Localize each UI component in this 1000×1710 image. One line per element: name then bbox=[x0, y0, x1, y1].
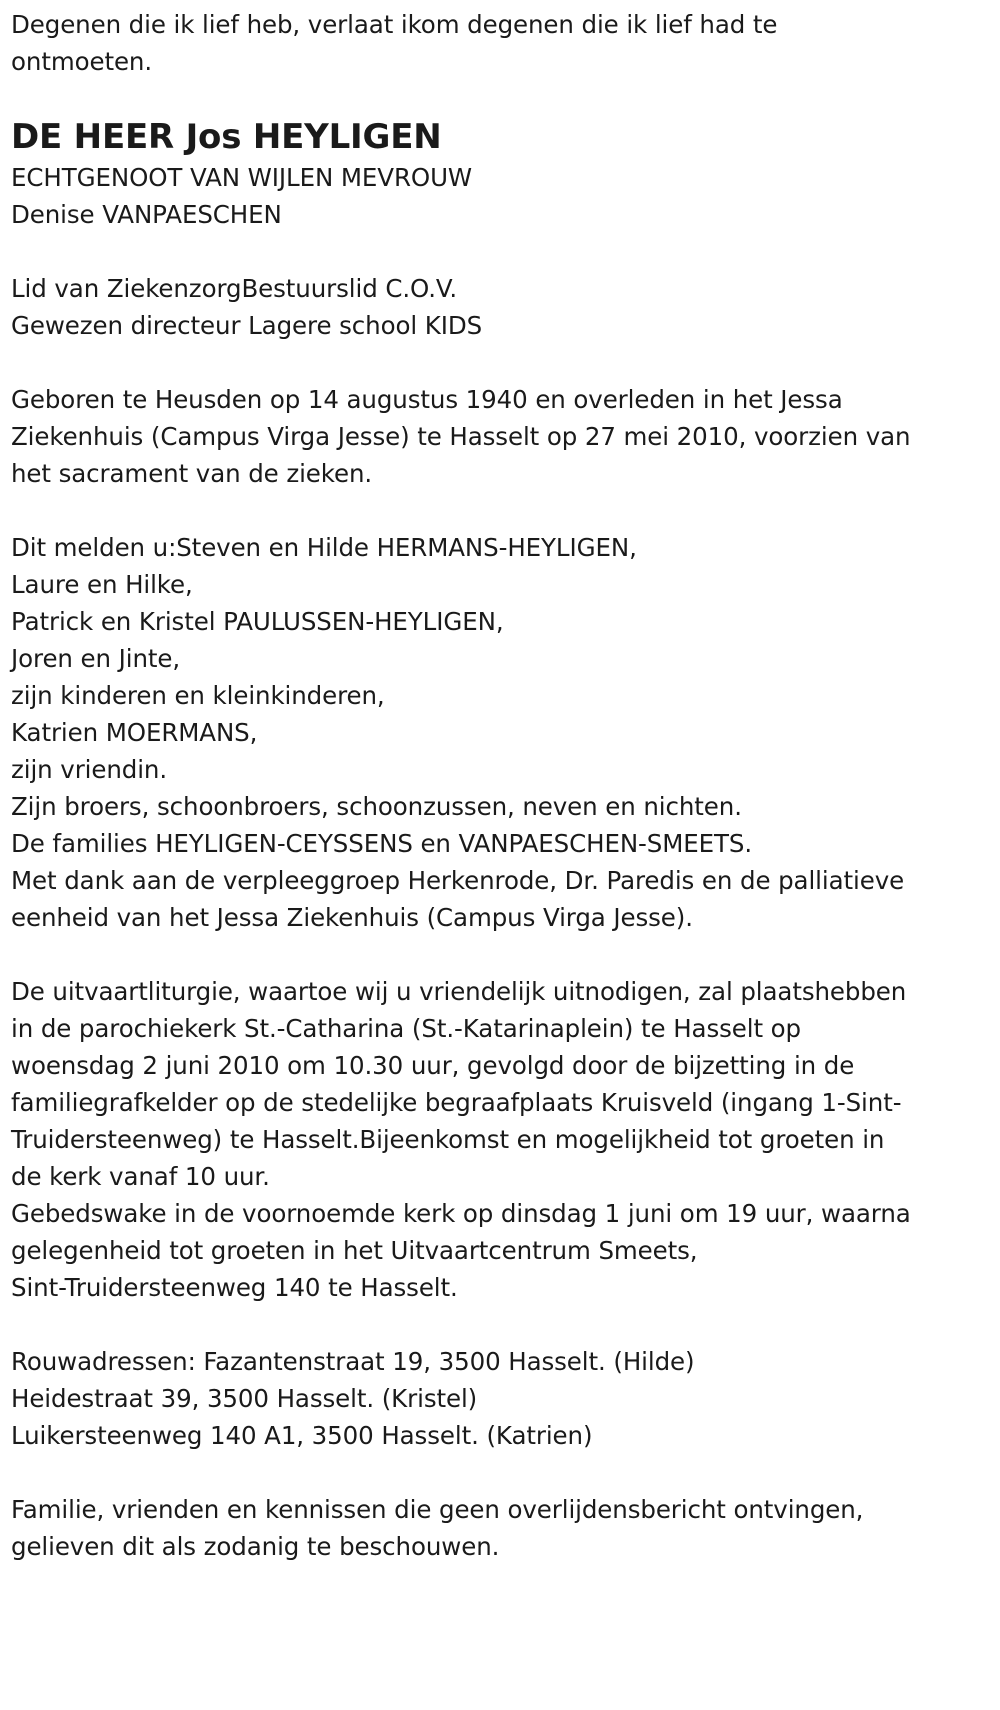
closing-block bbox=[11, 1491, 990, 1565]
quote-line: Degenen die ik lief heb, verlaat ikom degenen die ik lief had te bbox=[11, 10, 778, 39]
ceremony-line: in de parochiekerk St.-Catharina (St.-Katarinaplein) te Hasselt op bbox=[11, 1014, 801, 1043]
family-line: Dit melden u:Steven en Hilde HERMANS-HEYLIGEN, bbox=[11, 533, 637, 562]
ceremony-block bbox=[11, 973, 990, 1306]
family-line: eenheid van het Jessa Ziekenhuis (Campus Virga Jesse). bbox=[11, 903, 693, 932]
ceremony-line: woensdag 2 juni 2010 om 10.30 uur, gevolgd door de bijzetting in de bbox=[11, 1051, 855, 1080]
birth-death-block bbox=[11, 381, 990, 492]
family-line: Patrick en Kristel PAULUSSEN-HEYLIGEN, bbox=[11, 607, 504, 636]
ceremony-line: Sint-Truidersteenweg 140 te Hasselt. bbox=[11, 1273, 458, 1302]
ceremony-line: Truidersteenweg) te Hasselt.Bijeenkomst en mogelijkheid tot groeten in bbox=[11, 1125, 885, 1154]
ceremony-line: De uitvaartliturgie, waartoe wij u vriendelijk uitnodigen, zal plaatshebben bbox=[11, 977, 907, 1006]
addresses-block bbox=[11, 1343, 990, 1454]
spouse-line: Denise VANPAESCHEN bbox=[11, 200, 282, 229]
ceremony-line: gelegenheid tot groeten in het Uitvaartcentrum Smeets, bbox=[11, 1236, 698, 1265]
spouse-line: ECHTGENOOT VAN WIJLEN MEVROUW bbox=[11, 163, 473, 192]
family-block bbox=[11, 529, 990, 936]
family-line: De families HEYLIGEN-CEYSSENS en VANPAESCHEN-SMEETS. bbox=[11, 829, 753, 858]
role-line: Lid van ZiekenzorgBestuurslid C.O.V. bbox=[11, 274, 458, 303]
family-line: zijn kinderen en kleinkinderen, bbox=[11, 681, 385, 710]
family-line: Katrien MOERMANS, bbox=[11, 718, 258, 747]
family-line: Zijn broers, schoonbroers, schoonzussen, neven en nichten. bbox=[11, 792, 742, 821]
family-line: Met dank aan de verpleeggroep Herkenrode, Dr. Paredis en de palliatieve bbox=[11, 866, 905, 895]
family-line: zijn vriendin. bbox=[11, 755, 168, 784]
roles-block bbox=[11, 270, 990, 344]
address-line: Rouwadressen: Fazantenstraat 19, 3500 Hasselt. (Hilde) bbox=[11, 1347, 695, 1376]
ceremony-line: de kerk vanaf 10 uur. bbox=[11, 1162, 270, 1191]
address-line: Heidestraat 39, 3500 Hasselt. (Kristel) bbox=[11, 1384, 478, 1413]
spouse-block bbox=[11, 159, 990, 233]
quote-line: ontmoeten. bbox=[11, 47, 153, 76]
birth-death-line: Ziekenhuis (Campus Virga Jesse) te Hasselt op 27 mei 2010, voorzien van bbox=[11, 422, 911, 451]
family-line: Laure en Hilke, bbox=[11, 570, 193, 599]
birth-death-line: het sacrament van de zieken. bbox=[11, 459, 373, 488]
role-line: Gewezen directeur Lagere school KIDS bbox=[11, 311, 483, 340]
ceremony-line: Gebedswake in de voornoemde kerk op dinsdag 1 juni om 19 uur, waarna bbox=[11, 1199, 911, 1228]
closing-line: Familie, vrienden en kennissen die geen overlijdensbericht ontvingen, bbox=[11, 1495, 864, 1524]
birth-death-line: Geboren te Heusden op 14 augustus 1940 en overleden in het Jessa bbox=[11, 385, 843, 414]
quote-block bbox=[11, 6, 990, 80]
ceremony-line: familiegrafkelder op de stedelijke begraafplaats Kruisveld (ingang 1-Sint- bbox=[11, 1088, 902, 1117]
closing-line: gelieven dit als zodanig te beschouwen. bbox=[11, 1532, 500, 1561]
deceased-name: DE HEER Jos HEYLIGEN bbox=[11, 117, 442, 157]
address-line: Luikersteenweg 140 A1, 3500 Hasselt. (Katrien) bbox=[11, 1421, 593, 1450]
family-line: Joren en Jinte, bbox=[11, 644, 181, 673]
